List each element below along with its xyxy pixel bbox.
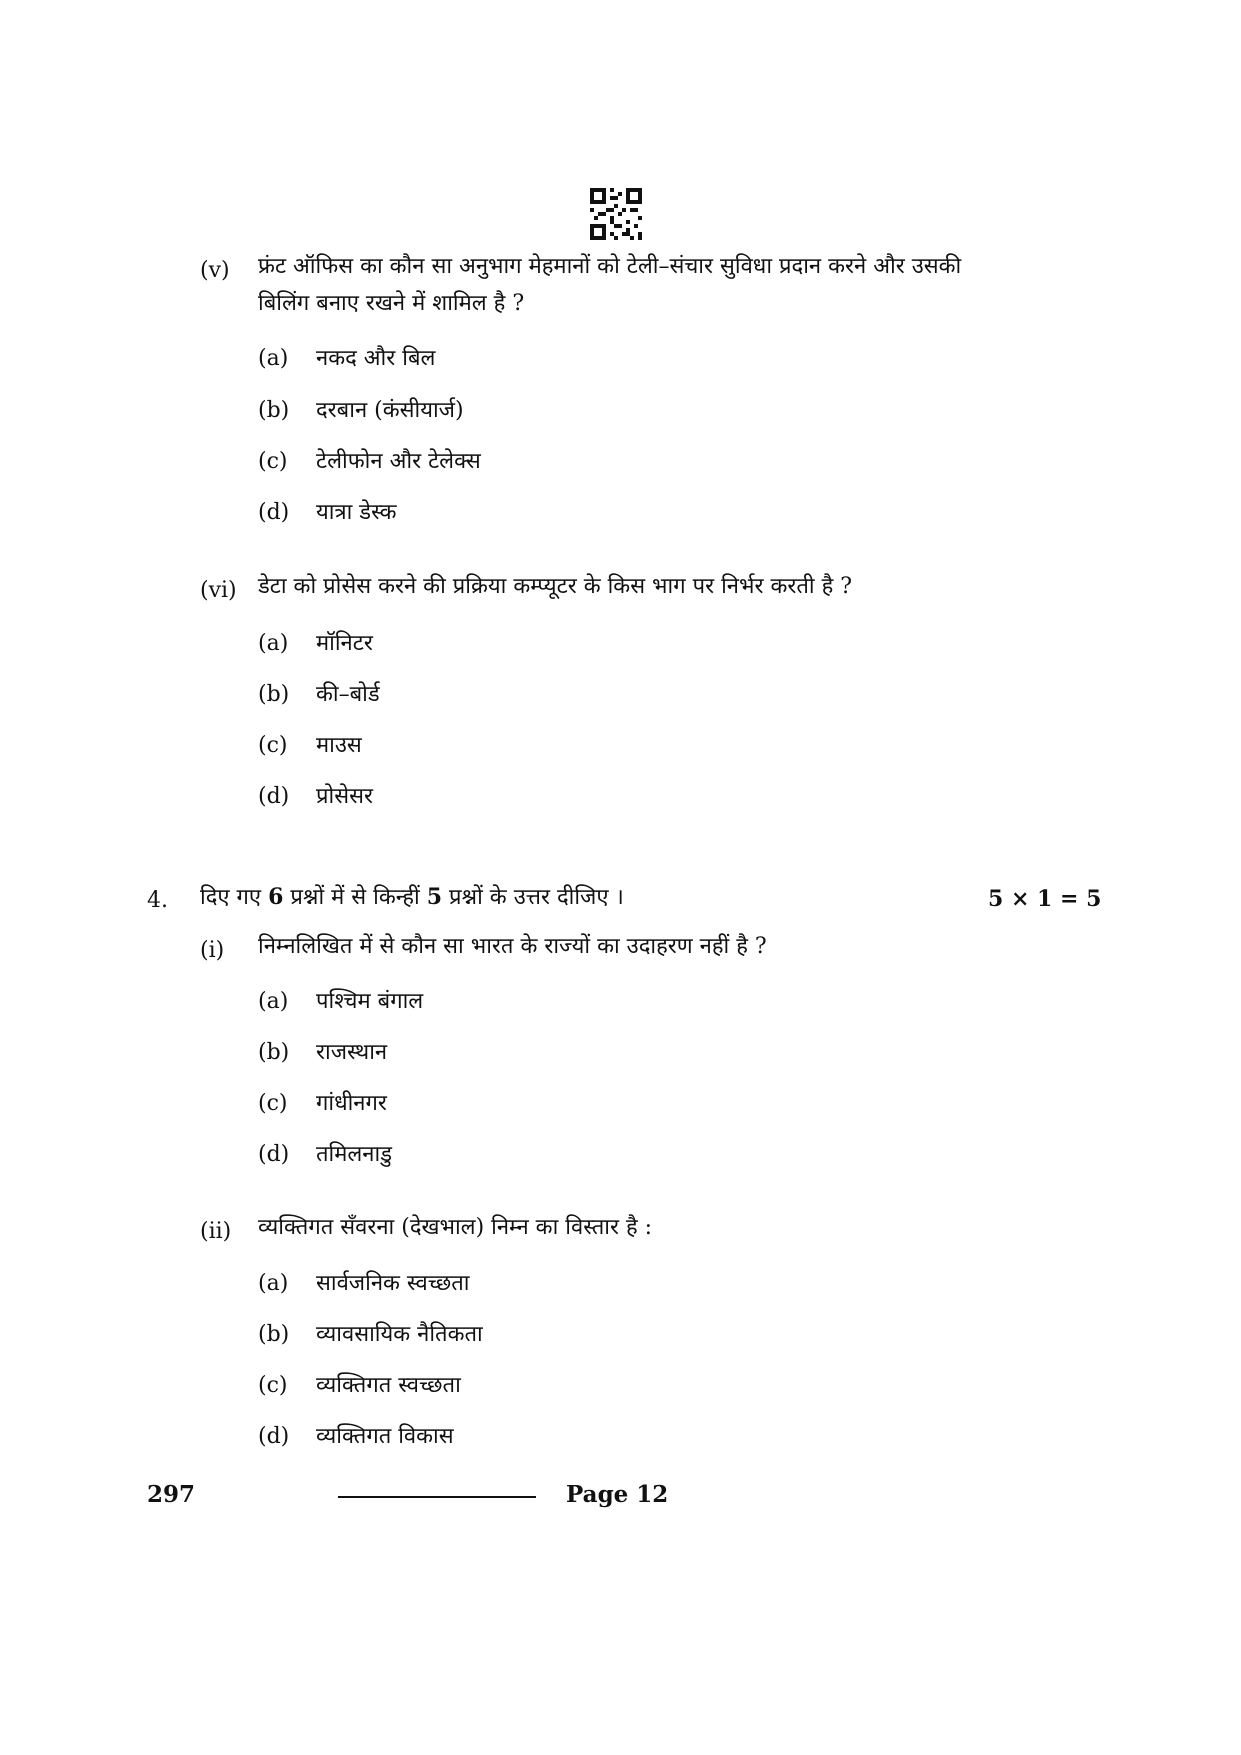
question-text: निम्नलिखित में से कौन सा भारत के राज्यों का उदाहरण नहीं है ?	[258, 934, 767, 959]
option-text: पश्चिम बंगाल	[316, 989, 424, 1014]
option-text: प्रोसेसर	[316, 784, 373, 809]
option-label: (d)	[258, 784, 290, 809]
option-label: (b)	[258, 1322, 290, 1347]
question-number: (v)	[200, 258, 230, 283]
option-label: (a)	[258, 346, 289, 371]
question-text: डेटा को प्रोसेस करने की प्रक्रिया कम्प्यूटर के किस भाग पर निर्भर करती है ?	[258, 574, 853, 599]
option-text: यात्रा डेस्क	[316, 500, 397, 525]
question-text: फ्रंट ऑफिस का कौन सा अनुभाग मेहमानों को टेली–संचार सुविधा प्रदान करने और उसकी	[258, 254, 962, 279]
option-label: (b)	[258, 1040, 290, 1065]
option-label: (c)	[258, 1091, 288, 1116]
question-number: (i)	[200, 938, 225, 963]
option-text: माउस	[316, 733, 362, 758]
option-text: तमिलनाडु	[316, 1142, 392, 1167]
option-label: (d)	[258, 1142, 290, 1167]
option-text: टेलीफोन और टेलेक्स	[316, 449, 481, 474]
footer-divider	[338, 1496, 536, 1498]
section-marks: 5 × 1 = 5	[988, 886, 1102, 912]
paper-code: 297	[147, 1481, 196, 1508]
option-text: राजस्थान	[316, 1040, 388, 1065]
question-number: (ii)	[200, 1219, 232, 1244]
option-label: (a)	[258, 989, 289, 1014]
option-text: व्यक्तिगत विकास	[316, 1424, 454, 1449]
option-label: (c)	[258, 1373, 288, 1398]
question-number: (vi)	[200, 578, 237, 603]
option-label: (c)	[258, 733, 288, 758]
option-text: दरबान (कंसीयार्ज)	[316, 398, 464, 423]
option-label: (a)	[258, 631, 289, 656]
section-number: 4.	[147, 888, 168, 913]
option-text: नकद और बिल	[316, 346, 436, 371]
option-label: (a)	[258, 1271, 289, 1296]
question-text: व्यक्तिगत सँवरना (देखभाल) निम्न का विस्तार है :	[258, 1215, 653, 1240]
option-label: (d)	[258, 1424, 290, 1449]
option-label: (c)	[258, 449, 288, 474]
option-label: (d)	[258, 500, 290, 525]
option-text: व्यावसायिक नैतिकता	[316, 1322, 483, 1347]
page-number: Page 12	[566, 1481, 669, 1508]
option-label: (b)	[258, 398, 290, 423]
option-text: की–बोर्ड	[316, 682, 380, 707]
option-text: व्यक्तिगत स्वच्छता	[316, 1373, 461, 1398]
qr-code-icon	[590, 188, 642, 240]
option-text: गांधीनगर	[316, 1091, 387, 1116]
option-text: मॉनिटर	[316, 631, 373, 656]
section-instructions: दिए गए 6 प्रश्नों में से किन्हीं 5 प्रश्नों के उत्तर दीजिए ।	[200, 884, 624, 910]
option-label: (b)	[258, 682, 290, 707]
option-text: सार्वजनिक स्वच्छता	[316, 1271, 470, 1296]
question-text-continued: बिलिंग बनाए रखने में शामिल है ?	[258, 291, 525, 316]
